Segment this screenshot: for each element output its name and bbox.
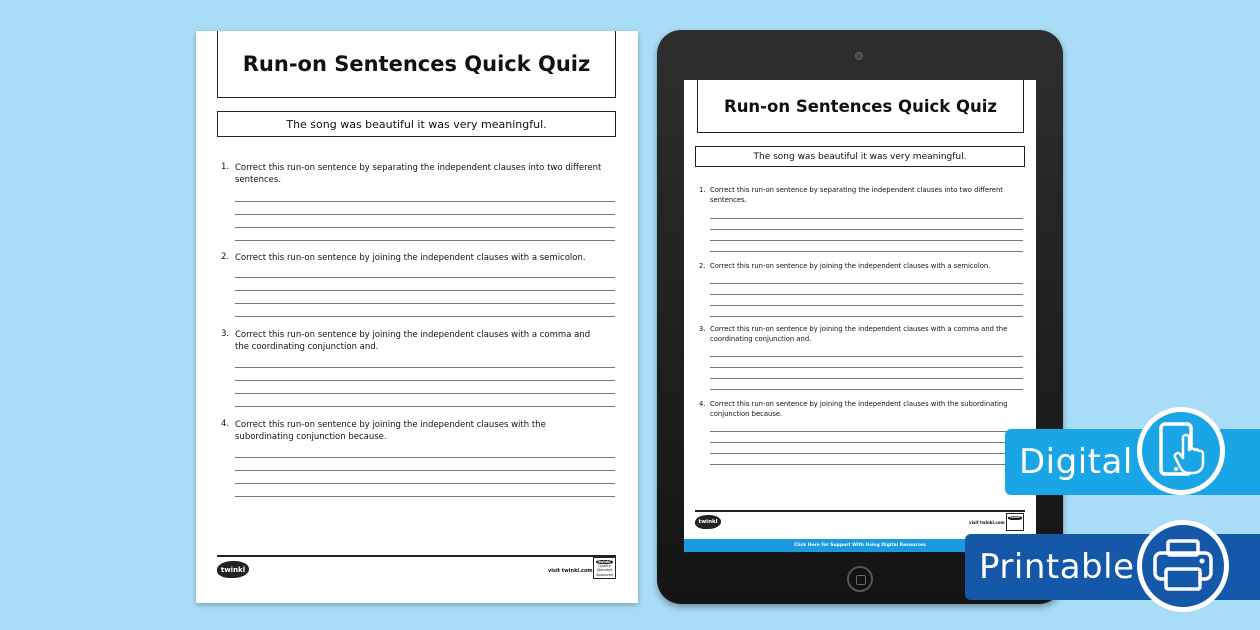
answer-line (710, 305, 1023, 306)
printer-icon (1137, 520, 1229, 612)
answer-line (710, 453, 1023, 454)
question-text: Correct this run-on sentence by joining the independent clauses with a semicolon. (710, 262, 991, 270)
camera-icon (855, 52, 863, 60)
answer-line (710, 442, 1023, 443)
run-on-sentence: The song was beautiful it was very meaningful. (217, 111, 616, 137)
answer-line (710, 389, 1023, 390)
quality-stamp (1006, 513, 1024, 531)
answer-line (710, 240, 1023, 241)
digital-badge (1005, 429, 1260, 495)
answer-line (235, 227, 615, 228)
footer-url: visit twinkl.com (969, 520, 1005, 525)
tablet-touch-icon (1137, 407, 1225, 495)
tablet-device (657, 30, 1063, 604)
answer-line (235, 290, 615, 291)
answer-line (710, 431, 1023, 432)
printable-label: Printable (979, 547, 1135, 587)
answer-line (710, 367, 1023, 368)
question-number: 2. (221, 252, 230, 262)
answer-line (710, 294, 1023, 295)
question-text: Correct this run-on sentence by joining the independent clauses with a semicolon. (235, 253, 586, 263)
question-text: Correct this run-on sentence by joining the independent clauses with the subordinating conjunction because. (235, 420, 546, 443)
question-number: 4. (221, 419, 230, 429)
question-text: Correct this run-on sentence by joining the independent clauses with the subordinating conjunction because. (710, 400, 1008, 418)
digital-support-link[interactable]: Click Here for Support With Using Digital Resources (684, 539, 1036, 552)
stamp-text: Quality Standard Approved (596, 564, 613, 577)
question-text: Correct this run-on sentence by separating the independent clauses into two different sentences. (710, 186, 1003, 204)
stamp-logo: twinkl (598, 560, 611, 564)
answer-line (710, 316, 1023, 317)
stamp-logo: twinkl (1009, 515, 1021, 519)
answer-line (710, 229, 1023, 230)
answer-line (235, 277, 615, 278)
footer-divider (695, 510, 1025, 512)
answer-line (235, 214, 615, 215)
answer-line (235, 303, 615, 304)
question-text: Correct this run-on sentence by separating the independent clauses into two different sentences. (235, 163, 602, 186)
worksheet-title: Run-on Sentences Quick Quiz (217, 31, 616, 98)
answer-line (235, 496, 615, 497)
question-number: 1. (699, 186, 706, 194)
answer-line (235, 316, 615, 317)
twinkl-logo: twinkl (217, 561, 249, 578)
answer-line (235, 406, 615, 407)
printable-badge (965, 534, 1260, 600)
answer-line (235, 483, 615, 484)
answer-line (235, 393, 615, 394)
question-text: Correct this run-on sentence by joining the independent clauses with a comma and the coordinating conjunction and. (710, 325, 1008, 343)
question-number: 1. (221, 162, 230, 172)
answer-line (235, 240, 615, 241)
footer-url: visit twinkl.com (548, 568, 593, 574)
answer-line (235, 367, 615, 368)
answer-line (710, 356, 1023, 357)
answer-line (235, 457, 615, 458)
answer-line (710, 464, 1023, 465)
question-text: Correct this run-on sentence by joining the independent clauses with a comma and the coordinating conjunction and. (235, 330, 591, 353)
footer-divider (217, 555, 616, 557)
answer-line (710, 378, 1023, 379)
question-number: 2. (699, 262, 706, 270)
quality-stamp (593, 557, 616, 579)
twinkl-logo: twinkl (695, 515, 721, 529)
run-on-sentence: The song was beautiful it was very meaningful. (695, 146, 1025, 167)
answer-line (235, 380, 615, 381)
answer-line (235, 201, 615, 202)
question-number: 3. (221, 329, 230, 339)
answer-line (710, 218, 1023, 219)
answer-line (710, 251, 1023, 252)
digital-label: Digital (1019, 442, 1133, 482)
worksheet-title: Run-on Sentences Quick Quiz (697, 80, 1024, 133)
tablet-screen (684, 80, 1036, 552)
question-number: 4. (699, 400, 706, 408)
home-button (847, 566, 873, 592)
answer-line (235, 470, 615, 471)
question-number: 3. (699, 325, 706, 333)
answer-line (710, 283, 1023, 284)
printed-worksheet (196, 31, 638, 603)
